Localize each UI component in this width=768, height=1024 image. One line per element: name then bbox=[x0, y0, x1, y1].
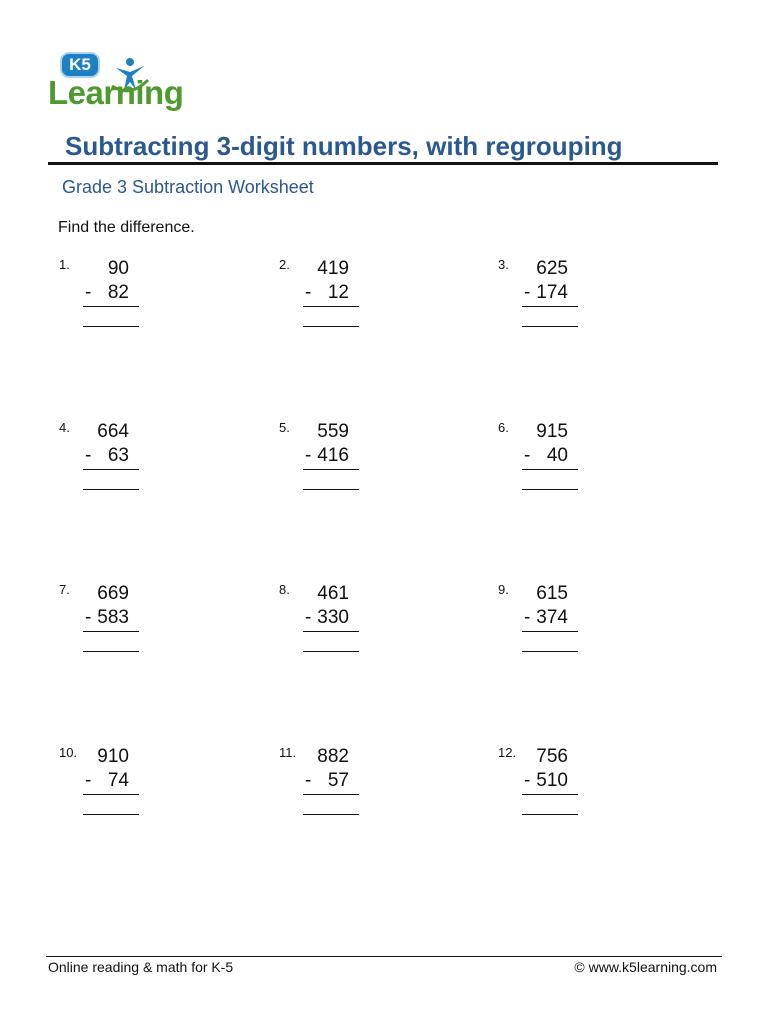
answer-blank[interactable] bbox=[303, 814, 359, 815]
sum-line bbox=[522, 794, 578, 795]
sum-line bbox=[83, 631, 139, 632]
answer-blank[interactable] bbox=[303, 326, 359, 327]
sum-line bbox=[303, 794, 359, 795]
answer-blank[interactable] bbox=[303, 489, 359, 490]
problem-number: 7. bbox=[59, 582, 70, 597]
learning-wordmark: Learning bbox=[48, 74, 184, 111]
subtraction-problem bbox=[279, 745, 409, 835]
minuend: 559 bbox=[317, 421, 349, 442]
answer-blank[interactable] bbox=[522, 489, 578, 490]
minus-sign: - bbox=[524, 282, 531, 303]
problem-number: 5. bbox=[279, 420, 290, 435]
title-divider bbox=[48, 162, 718, 165]
answer-blank[interactable] bbox=[303, 651, 359, 652]
subtraction-problem bbox=[279, 420, 409, 510]
minus-sign: - bbox=[305, 445, 312, 466]
instructions: Find the difference. bbox=[58, 219, 195, 236]
page-subtitle: Grade 3 Subtraction Worksheet bbox=[62, 177, 314, 197]
answer-blank[interactable] bbox=[83, 651, 139, 652]
minuend: 625 bbox=[536, 258, 568, 279]
minuend: 910 bbox=[97, 746, 129, 767]
minuend: 756 bbox=[536, 746, 568, 767]
sum-line bbox=[303, 306, 359, 307]
subtraction-problem bbox=[59, 745, 189, 835]
subtrahend: 57 bbox=[327, 770, 349, 791]
minuend: 669 bbox=[97, 583, 129, 604]
subtrahend: 330 bbox=[317, 607, 349, 628]
problem-number: 10. bbox=[59, 745, 78, 760]
subtrahend: 174 bbox=[536, 282, 568, 303]
subtraction-problem bbox=[498, 257, 628, 347]
subtrahend: 63 bbox=[107, 445, 129, 466]
minus-sign: - bbox=[85, 607, 92, 628]
answer-blank[interactable] bbox=[83, 489, 139, 490]
subtraction-problem bbox=[498, 582, 628, 672]
page-title: Subtracting 3-digit numbers, with regrouping bbox=[65, 131, 623, 161]
sum-line bbox=[83, 794, 139, 795]
minuend: 461 bbox=[317, 583, 349, 604]
footer-divider bbox=[46, 956, 722, 957]
minus-sign: - bbox=[524, 770, 531, 791]
subtraction-problem bbox=[279, 257, 409, 347]
minus-sign: - bbox=[524, 445, 531, 466]
subtrahend: 416 bbox=[317, 445, 349, 466]
subtraction-problem bbox=[279, 582, 409, 672]
answer-blank[interactable] bbox=[522, 814, 578, 815]
sum-line bbox=[303, 631, 359, 632]
problem-number: 9. bbox=[498, 582, 509, 597]
sum-line bbox=[83, 306, 139, 307]
subtrahend: 510 bbox=[536, 770, 568, 791]
k5-badge-text: K5 bbox=[69, 55, 91, 74]
minus-sign: - bbox=[305, 607, 312, 628]
subtraction-problem bbox=[59, 582, 189, 672]
minus-sign: - bbox=[524, 607, 531, 628]
subtrahend: 12 bbox=[327, 282, 349, 303]
minus-sign: - bbox=[305, 770, 312, 791]
subtrahend: 74 bbox=[107, 770, 129, 791]
answer-blank[interactable] bbox=[522, 326, 578, 327]
subtraction-problem bbox=[498, 420, 628, 510]
minuend: 419 bbox=[317, 258, 349, 279]
k5-learning-logo bbox=[46, 50, 188, 114]
problem-number: 8. bbox=[279, 582, 290, 597]
answer-blank[interactable] bbox=[83, 814, 139, 815]
footer-website: © www.k5learning.com bbox=[574, 959, 717, 975]
minus-sign: - bbox=[305, 282, 312, 303]
answer-blank[interactable] bbox=[522, 651, 578, 652]
problem-number: 2. bbox=[279, 257, 290, 272]
sum-line bbox=[83, 469, 139, 470]
subtrahend: 40 bbox=[546, 445, 568, 466]
subtraction-problem bbox=[59, 257, 189, 347]
problem-number: 4. bbox=[59, 420, 70, 435]
minus-sign: - bbox=[85, 770, 92, 791]
minuend: 615 bbox=[536, 583, 568, 604]
problem-number: 1. bbox=[59, 257, 70, 272]
sum-line bbox=[522, 631, 578, 632]
minuend: 915 bbox=[536, 421, 568, 442]
subtrahend: 82 bbox=[107, 282, 129, 303]
subtraction-problem bbox=[59, 420, 189, 510]
minuend: 90 bbox=[107, 258, 129, 279]
subtraction-problem bbox=[498, 745, 628, 835]
problem-number: 3. bbox=[498, 257, 509, 272]
problem-number: 12. bbox=[498, 745, 517, 760]
subtrahend: 583 bbox=[97, 607, 129, 628]
minuend: 882 bbox=[317, 746, 349, 767]
sum-line bbox=[303, 469, 359, 470]
problem-number: 11. bbox=[279, 745, 297, 760]
sum-line bbox=[522, 306, 578, 307]
minuend: 664 bbox=[97, 421, 129, 442]
sum-line bbox=[522, 469, 578, 470]
subtrahend: 374 bbox=[536, 607, 568, 628]
footer-tagline: Online reading & math for K-5 bbox=[48, 959, 234, 975]
minus-sign: - bbox=[85, 445, 92, 466]
problem-number: 6. bbox=[498, 420, 509, 435]
minus-sign: - bbox=[85, 282, 92, 303]
answer-blank[interactable] bbox=[83, 326, 139, 327]
